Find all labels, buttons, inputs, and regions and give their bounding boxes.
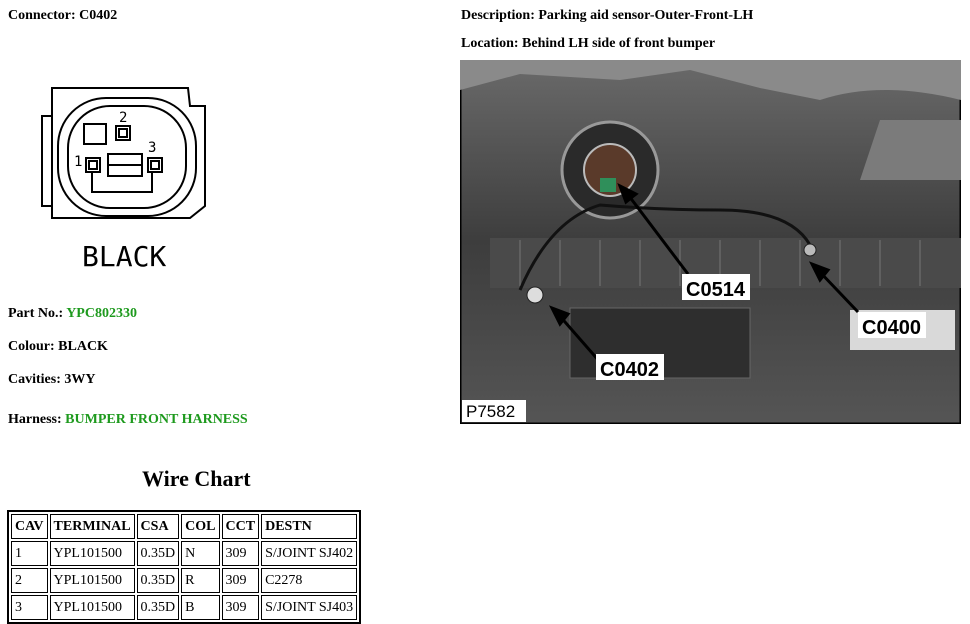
cell-cav: 3 <box>11 595 48 620</box>
table-header-row <box>11 514 357 539</box>
cell-destn: S/JOINT SJ403 <box>261 595 357 620</box>
table-row <box>11 541 357 566</box>
pin-label-1: 1 <box>74 154 83 170</box>
col-header-cct: CCT <box>222 514 260 539</box>
harness-link[interactable]: BUMPER FRONT HARNESS <box>65 412 248 427</box>
cell-terminal: YPL101500 <box>50 568 135 593</box>
photo-reference: P7582 <box>466 402 516 421</box>
description-text: Description: Parking aid sensor-Outer-Front-LH <box>461 8 754 23</box>
harness-row <box>8 412 248 428</box>
diagram-caption: BLACK <box>82 240 167 273</box>
pin-label-2: 2 <box>119 110 128 126</box>
location-text: Location: Behind LH side of front bumper <box>461 36 716 51</box>
part-number-link[interactable]: YPC802330 <box>66 306 137 321</box>
location-photo <box>460 60 961 424</box>
cell-csa: 0.35D <box>137 568 180 593</box>
col-header-destn: DESTN <box>261 514 357 539</box>
callout-c0400: C0400 <box>862 317 921 339</box>
col-header-terminal: TERMINAL <box>50 514 135 539</box>
cell-cct: 309 <box>222 541 260 566</box>
connector-face-diagram <box>40 86 220 276</box>
part-number-row <box>8 306 137 322</box>
connector-latch-left <box>42 116 52 206</box>
callout-c0402: C0402 <box>600 359 659 381</box>
connector-label: Connector: C0402 <box>8 8 118 23</box>
colour-text: Colour: BLACK <box>8 339 108 354</box>
cell-destn: S/JOINT SJ402 <box>261 541 357 566</box>
table-row <box>11 568 357 593</box>
cell-cav: 2 <box>11 568 48 593</box>
harness-label: Harness: <box>8 412 62 427</box>
cell-destn: C2278 <box>261 568 357 593</box>
cell-csa: 0.35D <box>137 541 180 566</box>
table-row <box>11 595 357 620</box>
part-number-label: Part No.: <box>8 306 64 321</box>
col-header-cav: CAV <box>11 514 48 539</box>
cell-col: B <box>181 595 219 620</box>
connector-key <box>84 124 106 144</box>
wire-chart-table <box>7 510 361 624</box>
wire-chart-title: Wire Chart <box>142 466 251 491</box>
cell-terminal: YPL101500 <box>50 541 135 566</box>
callout-c0514: C0514 <box>686 279 745 301</box>
cell-cct: 309 <box>222 595 260 620</box>
cell-terminal: YPL101500 <box>50 595 135 620</box>
col-header-csa: CSA <box>137 514 180 539</box>
cell-col: N <box>181 541 219 566</box>
cavities-text: Cavities: 3WY <box>8 372 96 387</box>
cell-csa: 0.35D <box>137 595 180 620</box>
cell-cav: 1 <box>11 541 48 566</box>
cell-col: R <box>181 568 219 593</box>
cell-cct: 309 <box>222 568 260 593</box>
col-header-col: COL <box>181 514 219 539</box>
pin-label-3: 3 <box>148 140 157 156</box>
